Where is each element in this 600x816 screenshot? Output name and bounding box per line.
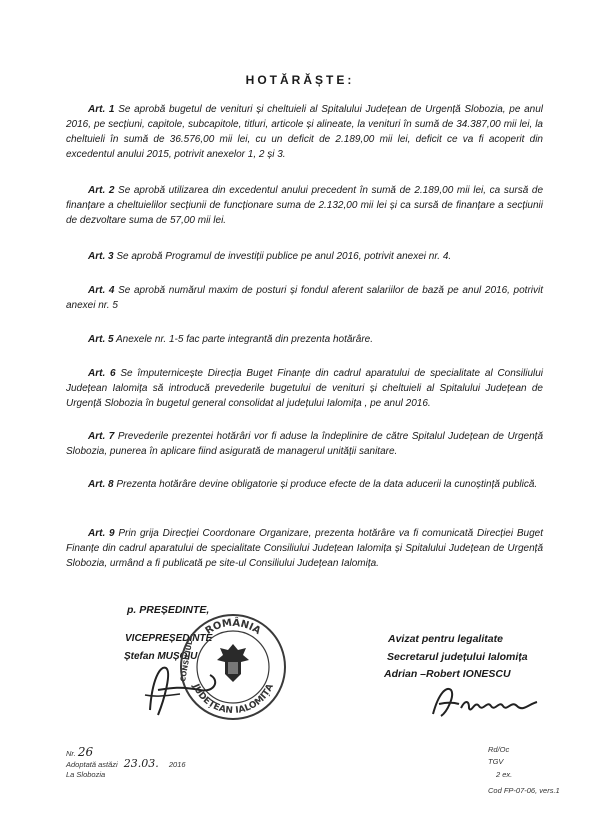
decision-heading: HOTĂRĂȘTE: xyxy=(245,73,355,87)
secretary-signature xyxy=(425,682,565,722)
article-3-label: Art. 3 xyxy=(88,251,114,262)
footer-place: La Slobozia xyxy=(66,770,106,779)
article-3-text: Se aprobă Programul de investiții publice pe anul 2016, potrivit anexei nr. 4. xyxy=(116,251,452,262)
article-4 xyxy=(66,283,543,313)
article-6-text: Se împuternicește Direcția Buget Finanțe din cadrul aparatului de specialitate al Consiliului Județean Ialomița să introducă prevederile bugetului de venituri și cheltuieli al Spitalului Județean de Urgență Slobozia în bugetul general consolidat al județului Ialomița , pe anul 2016. xyxy=(66,368,544,409)
footer-tgv: TGV xyxy=(488,757,504,766)
secretary-name: Adrian –Robert IONESCU xyxy=(384,668,511,680)
article-9 xyxy=(66,526,543,571)
footer-form-code: Cod FP-07-06, vers.1 xyxy=(488,786,560,795)
footer-adopted-label: Adoptată astăzi xyxy=(66,760,118,769)
footer-nr-label: Nr. xyxy=(66,749,76,758)
article-9-label: Art. 9 xyxy=(88,528,115,539)
footer-adopted-year: 2016 xyxy=(168,760,186,769)
article-7-label: Art. 7 xyxy=(88,431,115,442)
article-8-label: Art. 8 xyxy=(88,479,114,490)
article-5-label: Art. 5 xyxy=(88,334,114,345)
article-3 xyxy=(66,249,543,264)
article-2-text: Se aprobă utilizarea din excedentul anului precedent în sumă de 2.189,00 mii lei, ca sursă de finanțare a cheltuielilor secțiunii de funcționare suma de 2.132,00 mii lei și ca sursă de finanțare a secțiunii de dezvoltare suma de 57,00 mii lei. xyxy=(66,185,544,226)
article-5-text: Anexele nr. 1-5 fac parte integrantă din prezenta hotărâre. xyxy=(115,334,373,345)
article-1-label: Art. 1 xyxy=(88,104,115,115)
legality-notice: Avizat pentru legalitate xyxy=(388,633,503,645)
article-5 xyxy=(66,332,543,347)
secretary-title: Secretarul județului Ialomița xyxy=(387,651,528,663)
article-8-text: Prezenta hotărâre devine obligatorie și produce efecte de la data aducerii la cunoștință publică. xyxy=(116,479,538,490)
article-8 xyxy=(66,477,543,492)
article-4-label: Art. 4 xyxy=(88,285,115,296)
article-4-text: Se aprobă numărul maxim de posturi și fondul aferent salariilor de bază pe anul 2016, potrivit anexei nr. 5 xyxy=(66,285,544,311)
footer-adopted-day: 23.03. xyxy=(123,757,159,770)
article-1 xyxy=(66,102,543,162)
footer-adopted xyxy=(66,757,186,770)
article-1-text: Se aprobă bugetul de venituri și cheltuieli al Spitalului Județean de Urgență Slobozia, pe anul 2016, pe secțiuni, capitole, subcapitole, titluri, articole și alineate, la venituri în sumă de 34.387,00 mii lei, la cheltuieli în sumă de 36.576,00 mii lei, cu un deficit de 2.189,00 mii lei, deficit ce va fi acoperit din excedentul anului 2015, potrivit anexelor 1, 2 și 3. xyxy=(66,104,543,160)
stamp-text-top: ROMÂNIA xyxy=(203,617,263,637)
footer-nr-value: 26 xyxy=(77,745,94,759)
president-signature xyxy=(140,660,250,720)
article-2-label: Art. 2 xyxy=(88,185,115,196)
footer-initials: Rd/Oc xyxy=(488,745,510,754)
article-7 xyxy=(66,429,543,459)
article-6 xyxy=(66,366,543,411)
vicepresident-name: Ștefan MUȘOIU xyxy=(124,651,198,662)
president-title: p. PREȘEDINTE, xyxy=(127,604,210,616)
stamp-text-left: CONSILIUL xyxy=(179,639,195,683)
article-6-label: Art. 6 xyxy=(88,368,116,379)
footer-copies: 2 ex. xyxy=(496,770,513,779)
article-7-text: Prevederile prezentei hotărâri vor fi aduse la îndeplinire de către Spitalul Județean de Urgență Slobozia, punerea în aplicare fiind asigurată de managerul unității sanitare. xyxy=(66,431,544,457)
article-9-text: Prin grija Direcției Coordonare Organizare, prezenta hotărâre va fi comunicată Direcției Buget Finanțe din cadrul aparatului de specialitate Consiliului Județean Ialomița și Spitalului Județean de Urgență Slobozia, urmând a fi publicată pe site-ul Consiliului Județean Ialomița. xyxy=(66,528,544,569)
stamp-text-bottom: JUDEȚEAN IALOMIȚA xyxy=(190,682,276,717)
article-2 xyxy=(66,183,543,228)
vicepresident-role: VICEPREȘEDINTE xyxy=(125,633,213,644)
